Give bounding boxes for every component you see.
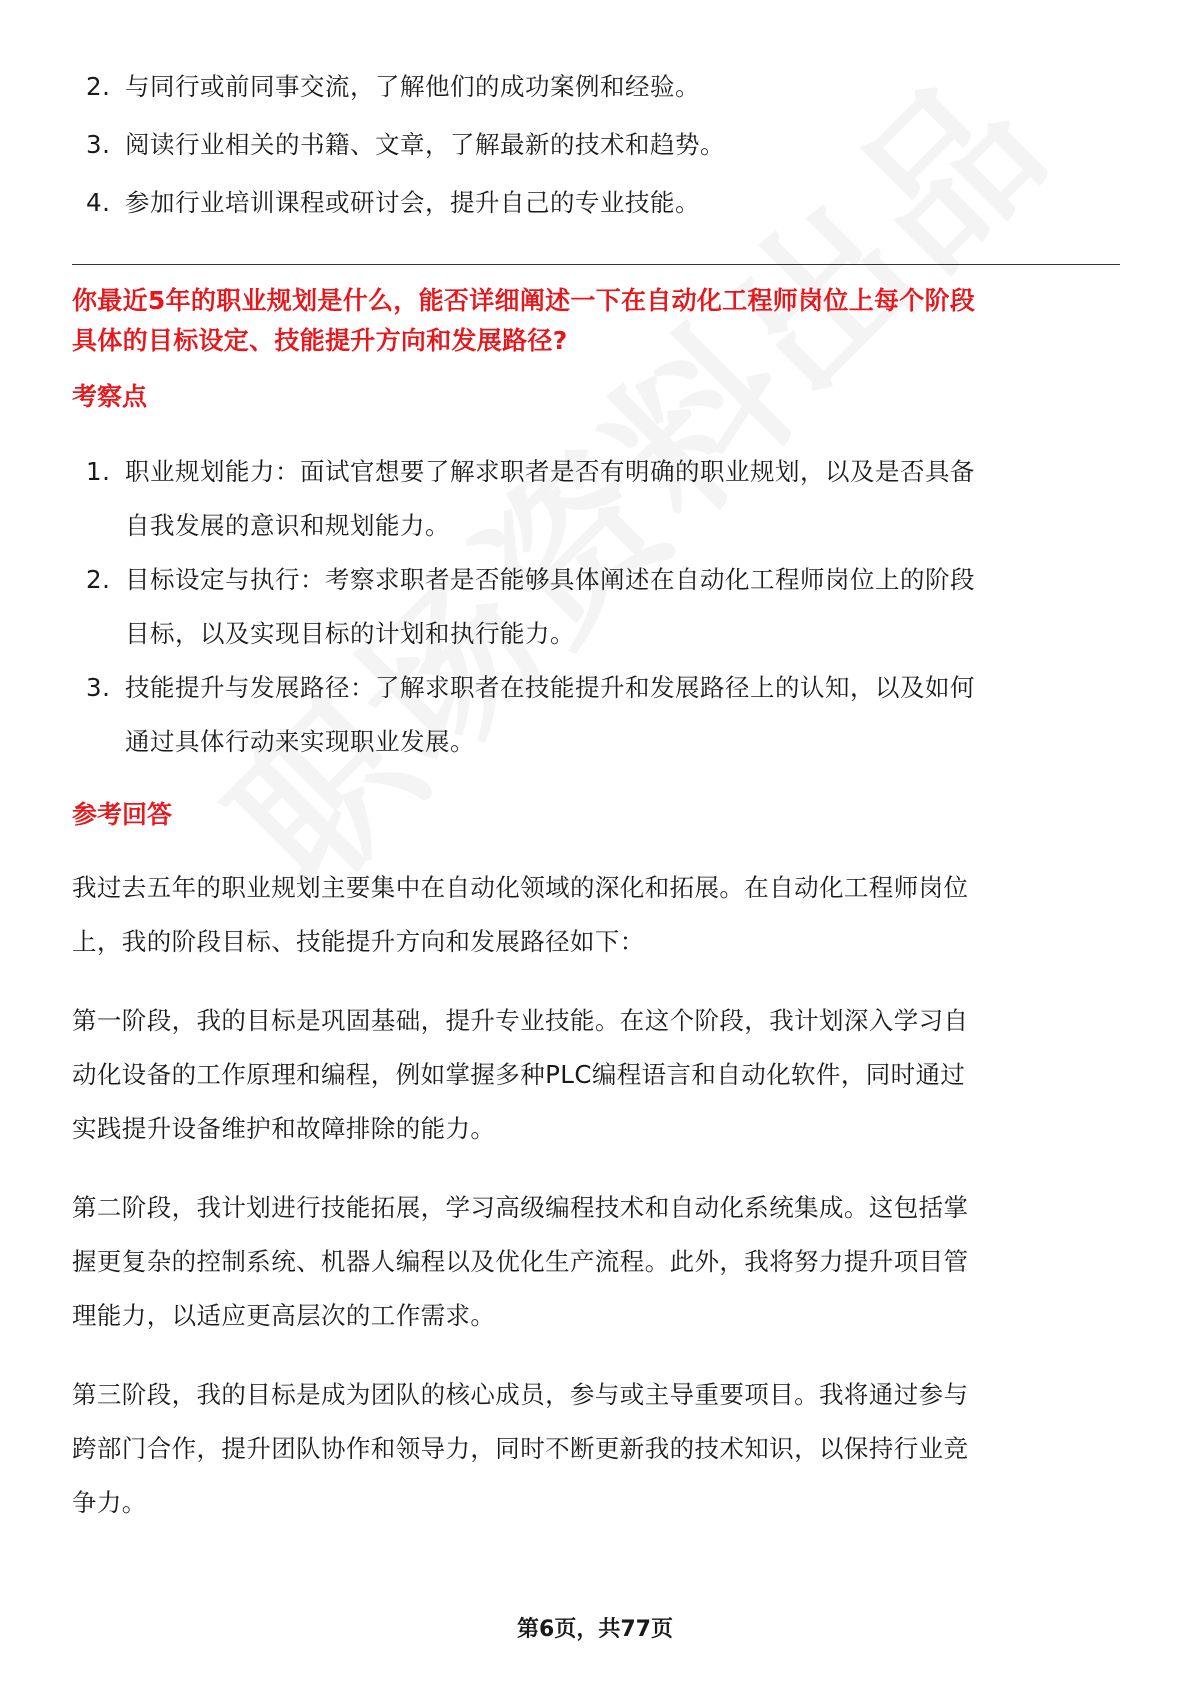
list-text: 目标，以及实现目标的计划和执行能力。 <box>125 619 575 648</box>
list-text: 职业规划能力：面试官想要了解求职者是否有明确的职业规划，以及是否具备 <box>125 457 975 486</box>
assessment-list <box>72 445 1120 769</box>
paragraph-line: 跨部门合作，提升团队协作和领导力，同时不断更新我的技术知识，以保持行业竞 <box>72 1434 969 1463</box>
paragraph-line: 我过去五年的职业规划主要集中在自动化领域的深化和拓展。在自动化工程师岗位 <box>72 873 969 902</box>
paragraph-line: 第一阶段，我的目标是巩固基础，提升专业技能。在这个阶段，我计划深入学习自 <box>72 1006 969 1035</box>
list-number: 2. <box>86 72 111 101</box>
answer-paragraph <box>72 994 1120 1156</box>
list-item <box>72 58 1120 116</box>
paragraph-line: 争力。 <box>72 1488 147 1517</box>
section-divider <box>72 264 1120 265</box>
list-number: 1. <box>86 457 111 486</box>
document-body <box>72 58 1120 1530</box>
answer-paragraph <box>72 861 1120 969</box>
paragraph-line: 动化设备的工作原理和编程，例如掌握多种PLC编程语言和自动化软件，同时通过 <box>72 1060 966 1089</box>
list-text: 与同行或前同事交流，了解他们的成功案例和经验。 <box>125 72 700 101</box>
paragraph-line: 第三阶段，我的目标是成为团队的核心成员，参与或主导重要项目。我将通过参与 <box>72 1380 969 1409</box>
previous-answer-list <box>72 58 1120 232</box>
list-number: 3. <box>86 130 111 159</box>
question-line: 具体的目标设定、技能提升方向和发展路径? <box>72 326 568 355</box>
page-number: 第6页，共77页 <box>517 1617 673 1642</box>
list-number: 3. <box>86 673 111 702</box>
list-item <box>72 445 1120 553</box>
answer-paragraph <box>72 1181 1120 1343</box>
list-item <box>72 553 1120 661</box>
interview-question <box>72 281 1120 361</box>
paragraph-line: 实践提升设备维护和故障排除的能力。 <box>72 1114 496 1143</box>
list-text: 技能提升与发展路径：了解求职者在技能提升和发展路径上的认知，以及如何 <box>125 673 975 702</box>
paragraph-line: 理能力，以适应更高层次的工作需求。 <box>72 1301 496 1330</box>
list-number: 4. <box>86 188 111 217</box>
list-item <box>72 174 1120 232</box>
list-item <box>72 661 1120 769</box>
answer-heading: 参考回答 <box>72 800 173 829</box>
assessment-heading: 考察点 <box>72 382 148 411</box>
paragraph-line: 第二阶段，我计划进行技能拓展，学习高级编程技术和自动化系统集成。这包括掌 <box>72 1193 969 1222</box>
paragraph-line: 握更复杂的控制系统、机器人编程以及优化生产流程。此外，我将努力提升项目管 <box>72 1247 969 1276</box>
question-line: 你最近5年的职业规划是什么，能否详细阐述一下在自动化工程师岗位上每个阶段 <box>72 286 976 315</box>
list-text: 通过具体行动来实现职业发展。 <box>125 727 475 756</box>
list-text: 目标设定与执行：考察求职者是否能够具体阐述在自动化工程师岗位上的阶段 <box>125 565 975 594</box>
list-text: 自我发展的意识和规划能力。 <box>125 511 450 540</box>
list-text: 参加行业培训课程或研讨会，提升自己的专业技能。 <box>125 188 700 217</box>
list-number: 2. <box>86 565 111 594</box>
list-item <box>72 116 1120 174</box>
answer-paragraph <box>72 1368 1120 1530</box>
paragraph-line: 上，我的阶段目标、技能提升方向和发展路径如下： <box>72 927 645 956</box>
list-text: 阅读行业相关的书籍、文章，了解最新的技术和趋势。 <box>125 130 725 159</box>
